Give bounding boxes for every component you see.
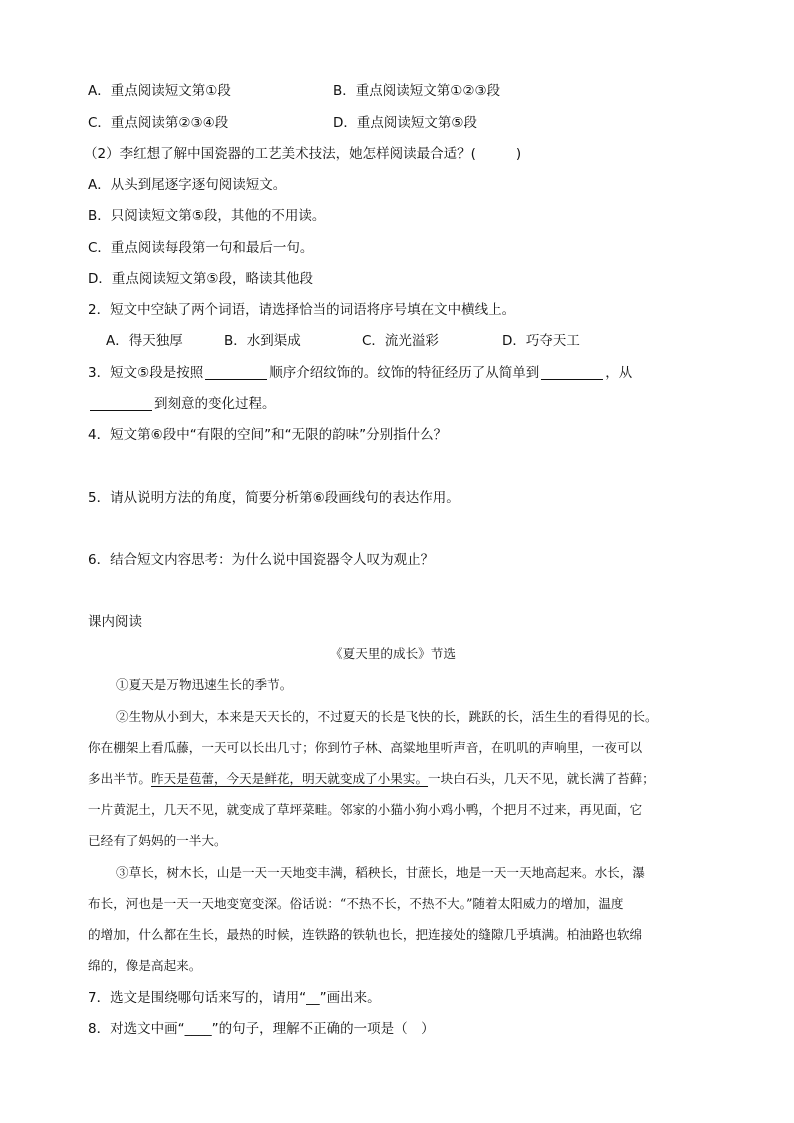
q8-underline-mark: ____ bbox=[184, 1021, 212, 1037]
passage-p2-line-4: 一片黄泥土，几天不见，就变成了草坪菜畦。邻家的小猫小狗小鸡小鸭，个把月不过来，再见面，它 bbox=[88, 802, 643, 817]
q1-option-a: A．重点阅读短文第①段 bbox=[88, 83, 231, 99]
q1-option-b: B．重点阅读短文第①②③段 bbox=[333, 83, 501, 99]
passage-p2-line-3 bbox=[88, 769, 655, 789]
q3-blank-3[interactable] bbox=[90, 396, 152, 411]
q1-option-d: D．重点阅读短文第⑤段 bbox=[333, 115, 477, 131]
q3-text-1: 3．短文⑤段是按照 bbox=[88, 365, 204, 381]
q2-option-c: C．流光溢彩 bbox=[362, 333, 439, 349]
q7-underline-mark: __ bbox=[306, 990, 320, 1006]
q7-text-1: 7．选文是围绕哪句话来写的，请用“ bbox=[88, 990, 307, 1006]
q7-text-2: ”画出来。 bbox=[319, 990, 381, 1006]
q8-stem bbox=[88, 1019, 435, 1039]
q3-line-1 bbox=[88, 363, 632, 383]
q1-2-option-d: D．重点阅读短文第⑤段，略读其他段 bbox=[88, 271, 313, 287]
q1-2-stem-end: ) bbox=[515, 146, 522, 162]
q8-text-1: 8．对选文中画“ bbox=[88, 1021, 185, 1037]
q3-text-3: ，从 bbox=[605, 365, 633, 381]
q6-stem: 6．结合短文内容思考：为什么说中国瓷器令人叹为观止？ bbox=[88, 552, 435, 568]
passage-p3-line-4: 绵的，像是高起来。 bbox=[88, 958, 202, 973]
q1-2-option-b: B．只阅读短文第⑤段，其他的不用读。 bbox=[88, 208, 326, 224]
passage-p3-line-1: ③草长，树木长，山是一天一天地变丰满，稻秧长，甘蔗长，地是一天一天地高起来。水长，瀑 bbox=[116, 865, 645, 880]
q1-2-stem-text: （2）李红想了解中国瓷器的工艺美术技法，她怎样阅读最合适？( bbox=[84, 146, 476, 162]
passage-p1: ①夏天是万物迅速生长的季节。 bbox=[116, 677, 293, 692]
q2-option-d: D．巧夺天工 bbox=[502, 333, 580, 349]
passage-p2-line-2: 你在棚架上看瓜藤，一天可以长出几寸；你到竹子林、高粱地里听声音，在叽叽的声响里，一夜可以 bbox=[88, 740, 643, 755]
q1-2-option-c: C．重点阅读每段第一句和最后一句。 bbox=[88, 240, 314, 256]
q3-blank-2[interactable] bbox=[541, 365, 603, 380]
q8-text-2: ”的句子，理解不正确的一项是（ ） bbox=[211, 1021, 435, 1037]
q2-option-a: A．得天独厚 bbox=[106, 333, 183, 349]
passage-p3-line-2: 布长，河也是一天一天地变宽变深。俗话说：“不热不长，不热不大。”随着太阳威力的增加，温度 bbox=[88, 896, 624, 911]
q4-stem: 4．短文第⑥段中“有限的空间”和“无限的韵味”分别指什么？ bbox=[88, 427, 448, 443]
q3-text-4: 到刻意的变化过程。 bbox=[154, 396, 276, 412]
q3-text-2: 顺序介绍纹饰的。纹饰的特征经历了从简单到 bbox=[269, 365, 540, 381]
q3-blank-1[interactable] bbox=[205, 365, 267, 380]
q1-option-c: C．重点阅读第②③④段 bbox=[88, 115, 229, 131]
q2-stem: 2．短文中空缺了两个词语，请选择恰当的词语将序号填在文中横线上。 bbox=[88, 302, 516, 318]
passage-p2-line-1: ②生物从小到大，本来是天天长的，不过夏天的长是飞快的长，跳跃的长，活生生的看得见的长。 bbox=[116, 709, 658, 724]
q1-2-option-a: A．从头到尾逐字逐句阅读短文。 bbox=[88, 177, 287, 193]
underlined-sentence: 昨天是苞蕾，今天是鲜花，明天就变成了小果实。 bbox=[150, 771, 429, 786]
passage-p3-line-3: 的增加，什么都在生长，最热的时候，连铁路的铁轨也长，把连接处的缝隙几乎填满。柏油路也软绵 bbox=[88, 927, 643, 942]
q5-stem: 5．请从说明方法的角度，简要分析第⑥段画线句的表达作用。 bbox=[88, 490, 460, 506]
passage-p2-line-5: 已经有了妈妈的一半大。 bbox=[88, 833, 227, 848]
passage-title: 《夏天里的成长》节选 bbox=[330, 646, 456, 661]
q1-2-stem bbox=[84, 144, 521, 164]
q7-stem bbox=[88, 988, 381, 1008]
passage-p2-line-3-a: 多出半节。 bbox=[88, 771, 151, 786]
section-title: 课内阅读 bbox=[88, 614, 142, 630]
q3-line-2 bbox=[88, 394, 276, 414]
q2-option-b: B．水到渠成 bbox=[224, 333, 301, 349]
passage-p2-line-3-b: 一块白石头，几天不见，就长满了苔藓； bbox=[428, 771, 655, 786]
